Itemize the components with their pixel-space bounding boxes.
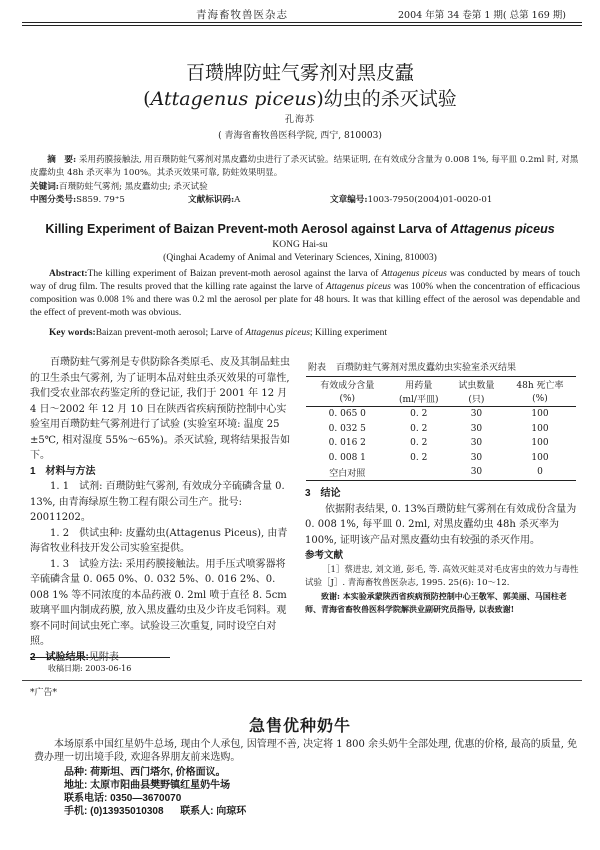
journal-name: 青海畜牧兽医杂志 xyxy=(196,9,288,21)
table-cell: 100 xyxy=(531,409,549,420)
affiliation-en: (Qinghai Academy of Animal and Veterinary Sciences, Xining, 810003) xyxy=(163,253,437,263)
table-cell: 0 xyxy=(504,465,576,480)
table-cell: 100 xyxy=(531,452,549,463)
table-caption-text: 百瓒防蛀气雾剂对黑皮蠹幼虫实验室杀灭结果 xyxy=(336,362,517,372)
section-2-text: 见附表 xyxy=(88,651,119,663)
section-1-heading: 1 材料与方法 xyxy=(30,465,96,477)
table-cell: 0. 2 xyxy=(410,423,428,434)
doc-code-label: 文献标识码: xyxy=(188,195,235,205)
section-1-3: 1. 3 试验方法: 采用药膜接触法。用手压式喷雾器将辛硫磷含量 0. 065 0%、0. 032 5%、0. 016 2%、0. 008 1% 等不同浓度的本品药液 0. 2ml 喷于直径 8. 5cm 玻璃平皿内制成药膜, 放入黑皮蠹幼虫及少许皮毛饲料。观察不同时间试虫死亡率。试验设三次重复, 同时设空白对照。 xyxy=(30,558,287,647)
section-1-1: 1. 1 试剂: 百瓒防蛀气雾剂, 有效成分辛硫磷含量 0. 13%, 由青海绿原生物工程有限公司生产。批号: 20011202。 xyxy=(30,481,285,523)
abstract-cn xyxy=(30,154,580,179)
doc-code-value: A xyxy=(234,195,241,205)
ad-details xyxy=(64,766,600,818)
keywords-en-text-1: Baizan prevent-moth aerosol; Larve of xyxy=(95,328,246,338)
received-date: 收稿日期: 2003-06-16 xyxy=(48,664,132,673)
table-cell: 30 xyxy=(470,409,483,420)
table-cell: 空白对照 xyxy=(306,465,389,480)
table-cell: 0. 032 5 xyxy=(328,423,366,434)
article-no-value: 1003-7950(2004)01-0020-01 xyxy=(367,195,493,205)
author-cn: 孔海苏 xyxy=(284,115,315,125)
footnote-rule xyxy=(30,657,170,658)
affiliation-cn: ( 青海省畜牧兽医科学院, 西宁, 810003) xyxy=(218,131,382,141)
title-en xyxy=(0,222,600,236)
abstract-en-species-2: Attagenus piceus xyxy=(325,282,391,292)
table-cell: 30 xyxy=(470,452,483,463)
title-en-species: Attagenus piceus xyxy=(450,222,555,236)
table-header: 用药量 xyxy=(389,377,449,392)
table-header: 48h 死亡率 xyxy=(504,377,576,392)
keywords-en-label: Key words: xyxy=(49,328,96,338)
title-cn-line2: (Attagenus piceus)幼虫的杀灭试验 xyxy=(143,88,457,110)
ad-address: 地址: 太原市阳曲县樊野镇红星奶牛场 xyxy=(64,780,231,791)
title-cn-rest: 幼虫的杀灭试验 xyxy=(323,88,457,110)
ad-title: 急售优种奶牛 xyxy=(248,718,351,735)
table-caption xyxy=(308,360,516,373)
table-row xyxy=(306,436,576,451)
abstract-en-text-1: The killing experiment of Baizan prevent-moth aerosol against the larva of xyxy=(87,269,382,279)
table-unit: (只) xyxy=(449,392,504,407)
table-cell: 30 xyxy=(449,465,504,480)
table-header: 试虫数量 xyxy=(449,377,504,392)
abstract-en xyxy=(30,268,580,320)
keywords-en-species: Attagenus piceus xyxy=(245,328,310,338)
clc-value: S859. 79⁺5 xyxy=(76,195,125,205)
results-table xyxy=(306,376,576,481)
abstract-en-text-3: was 100% when the concentration of efficacious composition was 0.008 1% and there was 0.2 ml the aerosol per plate for 48 hours. It was that killing effect of the aerosol was dependable and the effect of prevent-moth was obvious. xyxy=(30,282,581,318)
abstract-cn-label: 摘 要: xyxy=(47,155,77,165)
abstract-cn-text: 采用药膜接触法, 用百瓒防蛀气雾剂对黑皮蠹幼虫进行了杀灭试验。结果证明, 在有效成分含量为 0.008 1%, 每平皿 0.2ml 时, 对黑皮蠹幼虫 48h 杀灭率为 100%。其杀灭效果可靠, 防蛀效果明显。 xyxy=(30,155,579,178)
abstract-en-species-1: Attagenus piceus xyxy=(381,269,447,279)
article-no-label: 文章编号: xyxy=(330,195,368,205)
abstract-en-label: Abstract: xyxy=(49,269,88,279)
header-rule-thin xyxy=(22,25,582,26)
title-en-main: Killing Experiment of Baizan Prevent-moth Aerosol against Larva of xyxy=(45,222,451,236)
table-cell: 0. 2 xyxy=(410,438,428,449)
ad-contact-line xyxy=(64,805,600,818)
ad-mobile: 手机: (0)13935010308 xyxy=(64,806,164,817)
author-en: KONG Hai-su xyxy=(272,240,328,250)
ad-label: *广告* xyxy=(30,688,58,698)
abstract-en-text-2: was conducted by mears of touch way of drug film. The results proved that the killing rate against the larve of xyxy=(30,269,580,292)
clc-label: 中图分类号: xyxy=(30,195,77,205)
table-cell: 100 xyxy=(531,438,549,449)
table-cell: 0. 016 2 xyxy=(328,438,366,449)
table-row xyxy=(306,451,576,466)
classification-line xyxy=(30,194,580,207)
ad-divider xyxy=(22,680,582,681)
conclusion-paragraph: 依据附表结果, 0. 13%百瓒防蛀气雾剂在有效成份含量为 0. 008 1%, 每平皿 0. 2ml, 对黑皮蠹幼虫 48h 杀灭率为 100%, 证明该产品对黑皮蠹幼虫有较强的杀灭作用。 xyxy=(305,503,577,546)
table-cell xyxy=(389,465,449,480)
table-cell: 0. 2 xyxy=(410,409,428,420)
body-right-column xyxy=(305,486,580,616)
title-cn-line1: 百瓒牌防蛀气雾剂对黑皮蠹 xyxy=(185,62,414,84)
table-unit: (ml/平皿) xyxy=(389,392,449,407)
table-cell: 100 xyxy=(531,423,549,434)
ad-breeds: 品种: 荷斯坦、西门塔尔, 价格面议。 xyxy=(64,767,226,778)
ad-contact: 联系人: 向琼环 xyxy=(180,806,247,817)
table-cell: 30 xyxy=(470,423,483,434)
table-row xyxy=(306,422,576,437)
title-cn-species: Attagenus piceus xyxy=(150,88,317,110)
intro-paragraph: 百瓒防蛀气雾剂是专供防除各类原毛、皮及其制品蛀虫的卫生杀虫气雾剂, 为了证明本品对蛀虫杀灭效果的可靠性, 我们受农业部农药鉴定所的登记证, 我们于 2001 年 12 月 4 日～2002 年 12 月 10 日在陕西省疾病预防控制中心实验室用百瓒防蛀气雾剂进行了试验 (实验室环境: 温度 25 ±5℃, 相对湿度 55%～65%)。杀灭试验, 现将结果报告如下。 xyxy=(30,357,291,461)
section-1-2: 1. 2 供试虫种: 皮蠹幼虫(Attagenus Piceus), 由青海省牧业科技开发公司实验室提供。 xyxy=(30,527,288,554)
keywords-en xyxy=(30,327,580,340)
keywords-en-text-2: ; Killing experiment xyxy=(309,328,387,338)
table-unit: (%) xyxy=(306,392,389,407)
section-2-heading: 2 试验结果: xyxy=(30,651,89,663)
section-3-heading: 3 结论 xyxy=(305,488,341,499)
header-rule xyxy=(22,22,582,23)
references-heading: 参考文献 xyxy=(305,550,344,561)
issue-info: 2004 年第 34 卷第 1 期( 总第 169 期) xyxy=(398,10,567,21)
table-caption-label: 附表 xyxy=(308,362,327,372)
keywords-cn-text: 百瓒防蛀气雾剂; 黑皮蠹幼虫; 杀灭试验 xyxy=(58,182,208,192)
ad-phone: 联系电话: 0350—3670070 xyxy=(64,793,182,804)
reference-1: ［1］蔡进忠, 刘文道, 彭毛, 等. 高效灭蛀灵对毛皮害虫的效力与毒性试验［J］. 青海畜牧兽医杂志, 1995. 25(6): 10～12. xyxy=(305,564,579,588)
table-cell: 0. 2 xyxy=(410,452,428,463)
table-cell: 0. 065 0 xyxy=(328,409,366,420)
acknowledgement: 致谢: 本实验承蒙陕西省疾病预防控制中心王敬军、郭美丽、马国柱老师、青海省畜牧兽医科学院解洪业副研究员指导, 以表致谢! xyxy=(305,590,567,614)
keywords-cn-label: 关键词: xyxy=(30,182,59,192)
body-left-column xyxy=(30,355,295,665)
keywords-cn xyxy=(30,181,580,194)
table-row xyxy=(306,465,576,480)
ad-intro: 本场原系中国红星奶牛总场, 现由个人承包, 因管理不善, 决定将 1 800 余头奶牛全部处理, 优惠的价格, 最高的质量, 免费办理一切出境手段, 欢迎各界朋友前来选购。 xyxy=(34,739,578,763)
table-header: 有效成分含量 xyxy=(306,377,389,392)
table-cell: 0. 008 1 xyxy=(328,452,366,463)
table-row xyxy=(306,407,576,422)
table-cell: 30 xyxy=(470,438,483,449)
table-unit: (%) xyxy=(504,392,576,407)
